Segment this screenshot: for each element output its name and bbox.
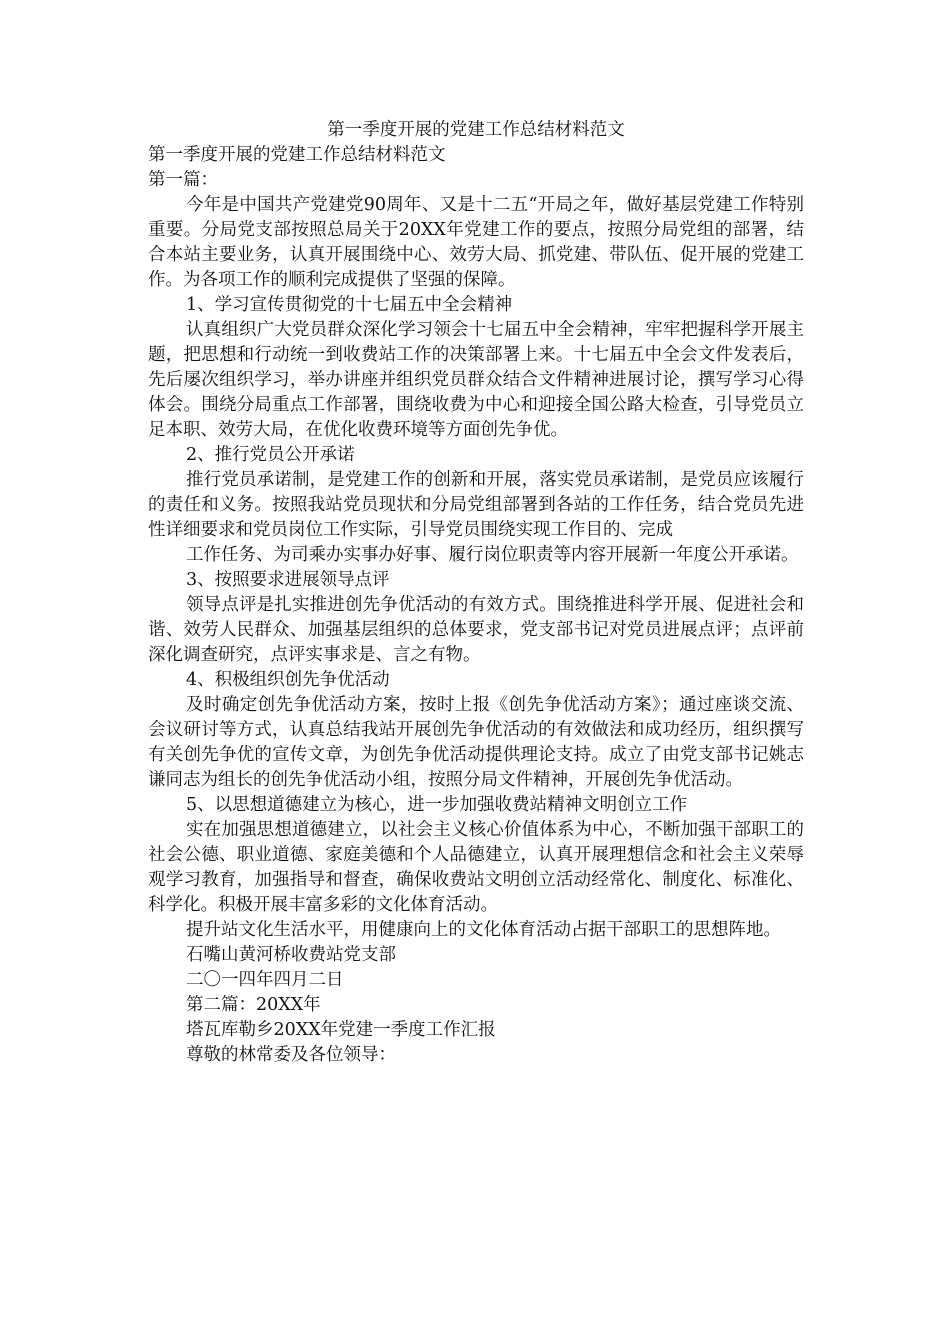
section-paragraph-1: 认真组织广大党员群众深化学习领会十七届五中全会精神，牢牢把握科学开展主题，把思想和行动统一到收费站工作的决策部署上来。十七届五中全会文件发表后，先后屡次组织学习，举办讲座并组织党员群众结合文件精神进展讨论，撰写学习心得体会。围绕分局重点工作部署，围绕收费为中心和迎接全国公路大检查，引导党员立足本职、效劳大局，在优化收费环境等方面创先争优。 bbox=[148, 320, 804, 440]
section-paragraph-4: 及时确定创先争优活动方案，按时上报《创先争优活动方案》；通过座谈交流、会议研讨等方式，认真总结我站开展创先争优活动的有效做法和成功经历，组织撰写有关创先争优的宣传文章，为创先争优活动提供理论支持。成立了由党支部书记姚志谦同志为组长的创先争优活动小组，按照分局文件精神，开展创先争优活动。 bbox=[148, 695, 804, 790]
signature-line: 石嘴山黄河桥收费站党支部 bbox=[186, 945, 396, 965]
document-subtitle: 第一季度开展的党建工作总结材料范文 bbox=[148, 145, 446, 165]
section-paragraph-3: 领导点评是扎实推进创先争优活动的有效方式。围绕推进科学开展、促进社会和谐、效劳人民群众、加强基层组织的总体要求，党支部书记对党员进展点评；点评前深化调查研究，点评实事求是、言之有物。 bbox=[148, 595, 804, 665]
section-paragraph-2b: 工作任务、为司乘办实事办好事、履行岗位职责等内容开展新一年度公开承诺。 bbox=[186, 545, 799, 565]
section-heading-4: 4、积极组织创先争优活动 bbox=[186, 670, 390, 690]
section-paragraph-5a: 实在加强思想道德建立，以社会主义核心价值体系为中心，不断加强干部职工的社会公德、职业道德、家庭美德和个人品德建立，认真开展理想信念和社会主义荣辱观学习教育，加强指导和督查，确保收费站文明创立活动经常化、制度化、标准化、科学化。积极开展丰富多彩的文化体育活动。 bbox=[148, 820, 804, 915]
section-paragraph-5b: 提升站文化生活水平，用健康向上的文化体育活动占据干部职工的思想阵地。 bbox=[186, 920, 781, 940]
section-heading-1: 1、学习宣传贯彻党的十七届五中全会精神 bbox=[186, 295, 513, 315]
section-heading-5: 5、以思想道德建立为核心，进一步加强收费站精神文明创立工作 bbox=[186, 795, 688, 815]
greeting-line: 尊敬的林常委及各位领导： bbox=[186, 1045, 396, 1065]
document-title: 第一季度开展的党建工作总结材料范文 bbox=[327, 120, 625, 140]
document-page bbox=[148, 118, 804, 1068]
part-two-title: 塔瓦库勒乡20XX年党建一季度工作汇报 bbox=[186, 1020, 496, 1040]
section-heading-3: 3、按照要求进展领导点评 bbox=[186, 570, 390, 590]
section-heading-2: 2、推行党员公开承诺 bbox=[186, 445, 355, 465]
date-line: 二〇一四年四月二日 bbox=[186, 970, 344, 990]
part-one-label: 第一篇： bbox=[148, 170, 218, 190]
section-paragraph-2a: 推行党员承诺制，是党建工作的创新和开展，落实党员承诺制，是党员应该履行的责任和义务。按照我站党员现状和分局党组部署到各站的工作任务，结合党员先进性详细要求和党员岗位工作实际，引导党员围绕实现工作目的、完成 bbox=[148, 470, 804, 540]
intro-paragraph: 今年是中国共产党建党90周年、又是十二五“开局之年，做好基层党建工作特别重要。分局党支部按照总局关于20XX年党建工作的要点，按照分局党组的部署，结合本站主要业务，认真开展围绕中心、效劳大局、抓党建、带队伍、促开展的党建工作。为各项工作的顺利完成提供了坚强的保障。 bbox=[148, 195, 804, 290]
part-two-label: 第二篇：20XX年 bbox=[186, 995, 321, 1015]
